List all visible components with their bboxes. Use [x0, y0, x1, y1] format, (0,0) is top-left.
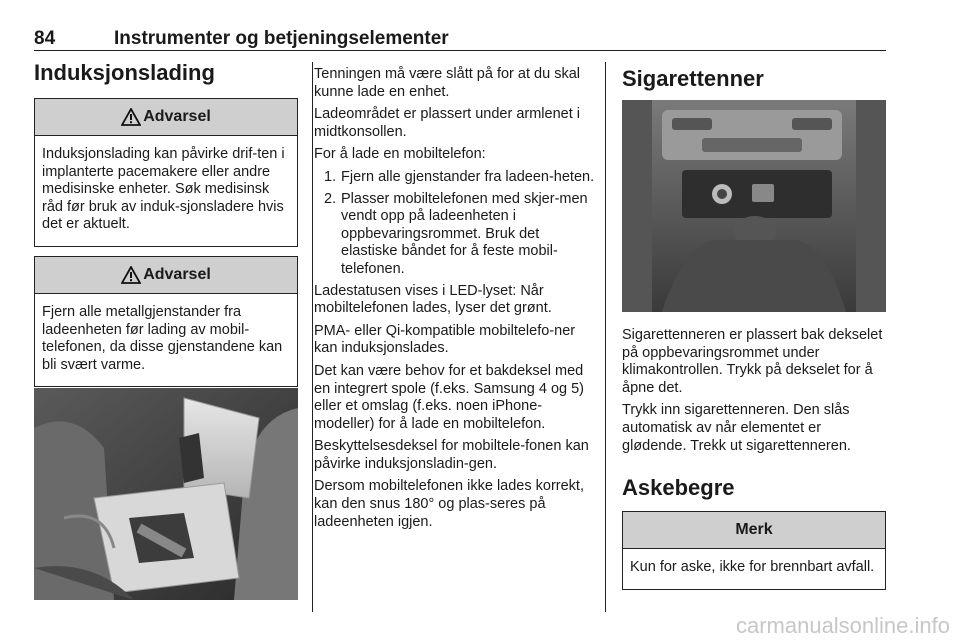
page-title: Instrumenter og betjeningselementer — [114, 28, 449, 49]
paragraph: Trykk inn sigarettenneren. Den slås automatisk av når elementet er glødende. Trekk ut sigarettenneren. — [622, 402, 851, 454]
warning-box-header — [35, 99, 297, 136]
warning-box-header — [35, 257, 297, 294]
list-item: 2. Plasser mobiltelefonen med skjer-men vendt opp på ladeenheten i oppbevaringsrommet. Bruk det elastiske båndet for å feste mobil-telefonen. — [324, 190, 588, 277]
warning-box-1 — [34, 98, 298, 247]
column-divider-2 — [605, 62, 606, 612]
paragraph: Ladeområdet er plassert under armlenet i midtkonsollen. — [314, 106, 580, 140]
page-number: 84 — [34, 28, 56, 49]
column-2 — [314, 66, 596, 536]
column-divider-1 — [312, 62, 313, 612]
paragraph: PMA- eller Qi-kompatible mobiltelefo-ner kan induksjonslades. — [314, 322, 576, 357]
section-heading-askebegre: Askebegre — [622, 475, 735, 501]
warning-triangle-icon — [121, 108, 141, 126]
paragraph: Sigarettenneren er plassert bak dekselet på oppbevaringsrommet under klimakontrollen. Trykk på dekselet for å åpne det. — [622, 327, 883, 396]
column-1 — [34, 58, 298, 387]
watermark: carmanualsonline.info — [735, 613, 950, 638]
step-list — [314, 169, 596, 279]
column-3-lower — [622, 327, 886, 590]
column-3 — [622, 64, 886, 94]
paragraph: Ladestatusen vises i LED-lyset: Når mobiltelefonen lades, lyser det grønt. — [314, 282, 552, 317]
note-text: Kun for aske, ikke for brennbart avfall. — [630, 559, 875, 576]
warning-text: Induksjonslading kan påvirke drif-ten i implanterte pacemakere eller andre medisinske enheter. Søk medisinsk råd før bruk av induk-sjonsladere hvis det er aktuelt. — [42, 146, 285, 233]
paragraph: Det kan være behov for et bakdeksel med en integrert spole (f.eks. Samsung 4 og 5) eller et omslag (f.eks. noen iPhone-modeller) for å lade en mobiltelefon. — [314, 362, 585, 432]
list-item: 1. Fjern alle gjenstander fra ladeen-heten. — [324, 168, 595, 185]
section-heading-sigarettenner: Sigarettenner — [622, 66, 764, 91]
warning-box-2 — [34, 256, 298, 387]
warning-text: Fjern alle metallgjenstander fra ladeenheten før lading av mobil-telefonen, da disse gjenstandene kan bli svært varme. — [42, 303, 283, 373]
paragraph: For å lade en mobiltelefon: — [314, 146, 486, 163]
charging-compartment-image — [34, 388, 298, 600]
note-box-header: Merk — [623, 512, 885, 549]
cigarette-lighter-image — [622, 100, 886, 312]
paragraph: Tenningen må være slått på for at du skal kunne lade en enhet. — [314, 66, 580, 100]
note-box — [622, 511, 886, 590]
warning-triangle-icon — [121, 266, 141, 284]
section-heading-induksjonslading: Induksjonslading — [34, 60, 215, 85]
page-header — [34, 25, 886, 51]
paragraph: Dersom mobiltelefonen ikke lades korrekt, kan den snus 180° og plas-seres på ladeenheten igjen. — [314, 478, 584, 530]
warning-title: Advarsel — [143, 265, 211, 283]
paragraph: Beskyttelsesdeksel for mobiltele-fonen kan påvirke induksjonsladin-gen. — [314, 438, 589, 472]
warning-title: Advarsel — [143, 108, 211, 125]
